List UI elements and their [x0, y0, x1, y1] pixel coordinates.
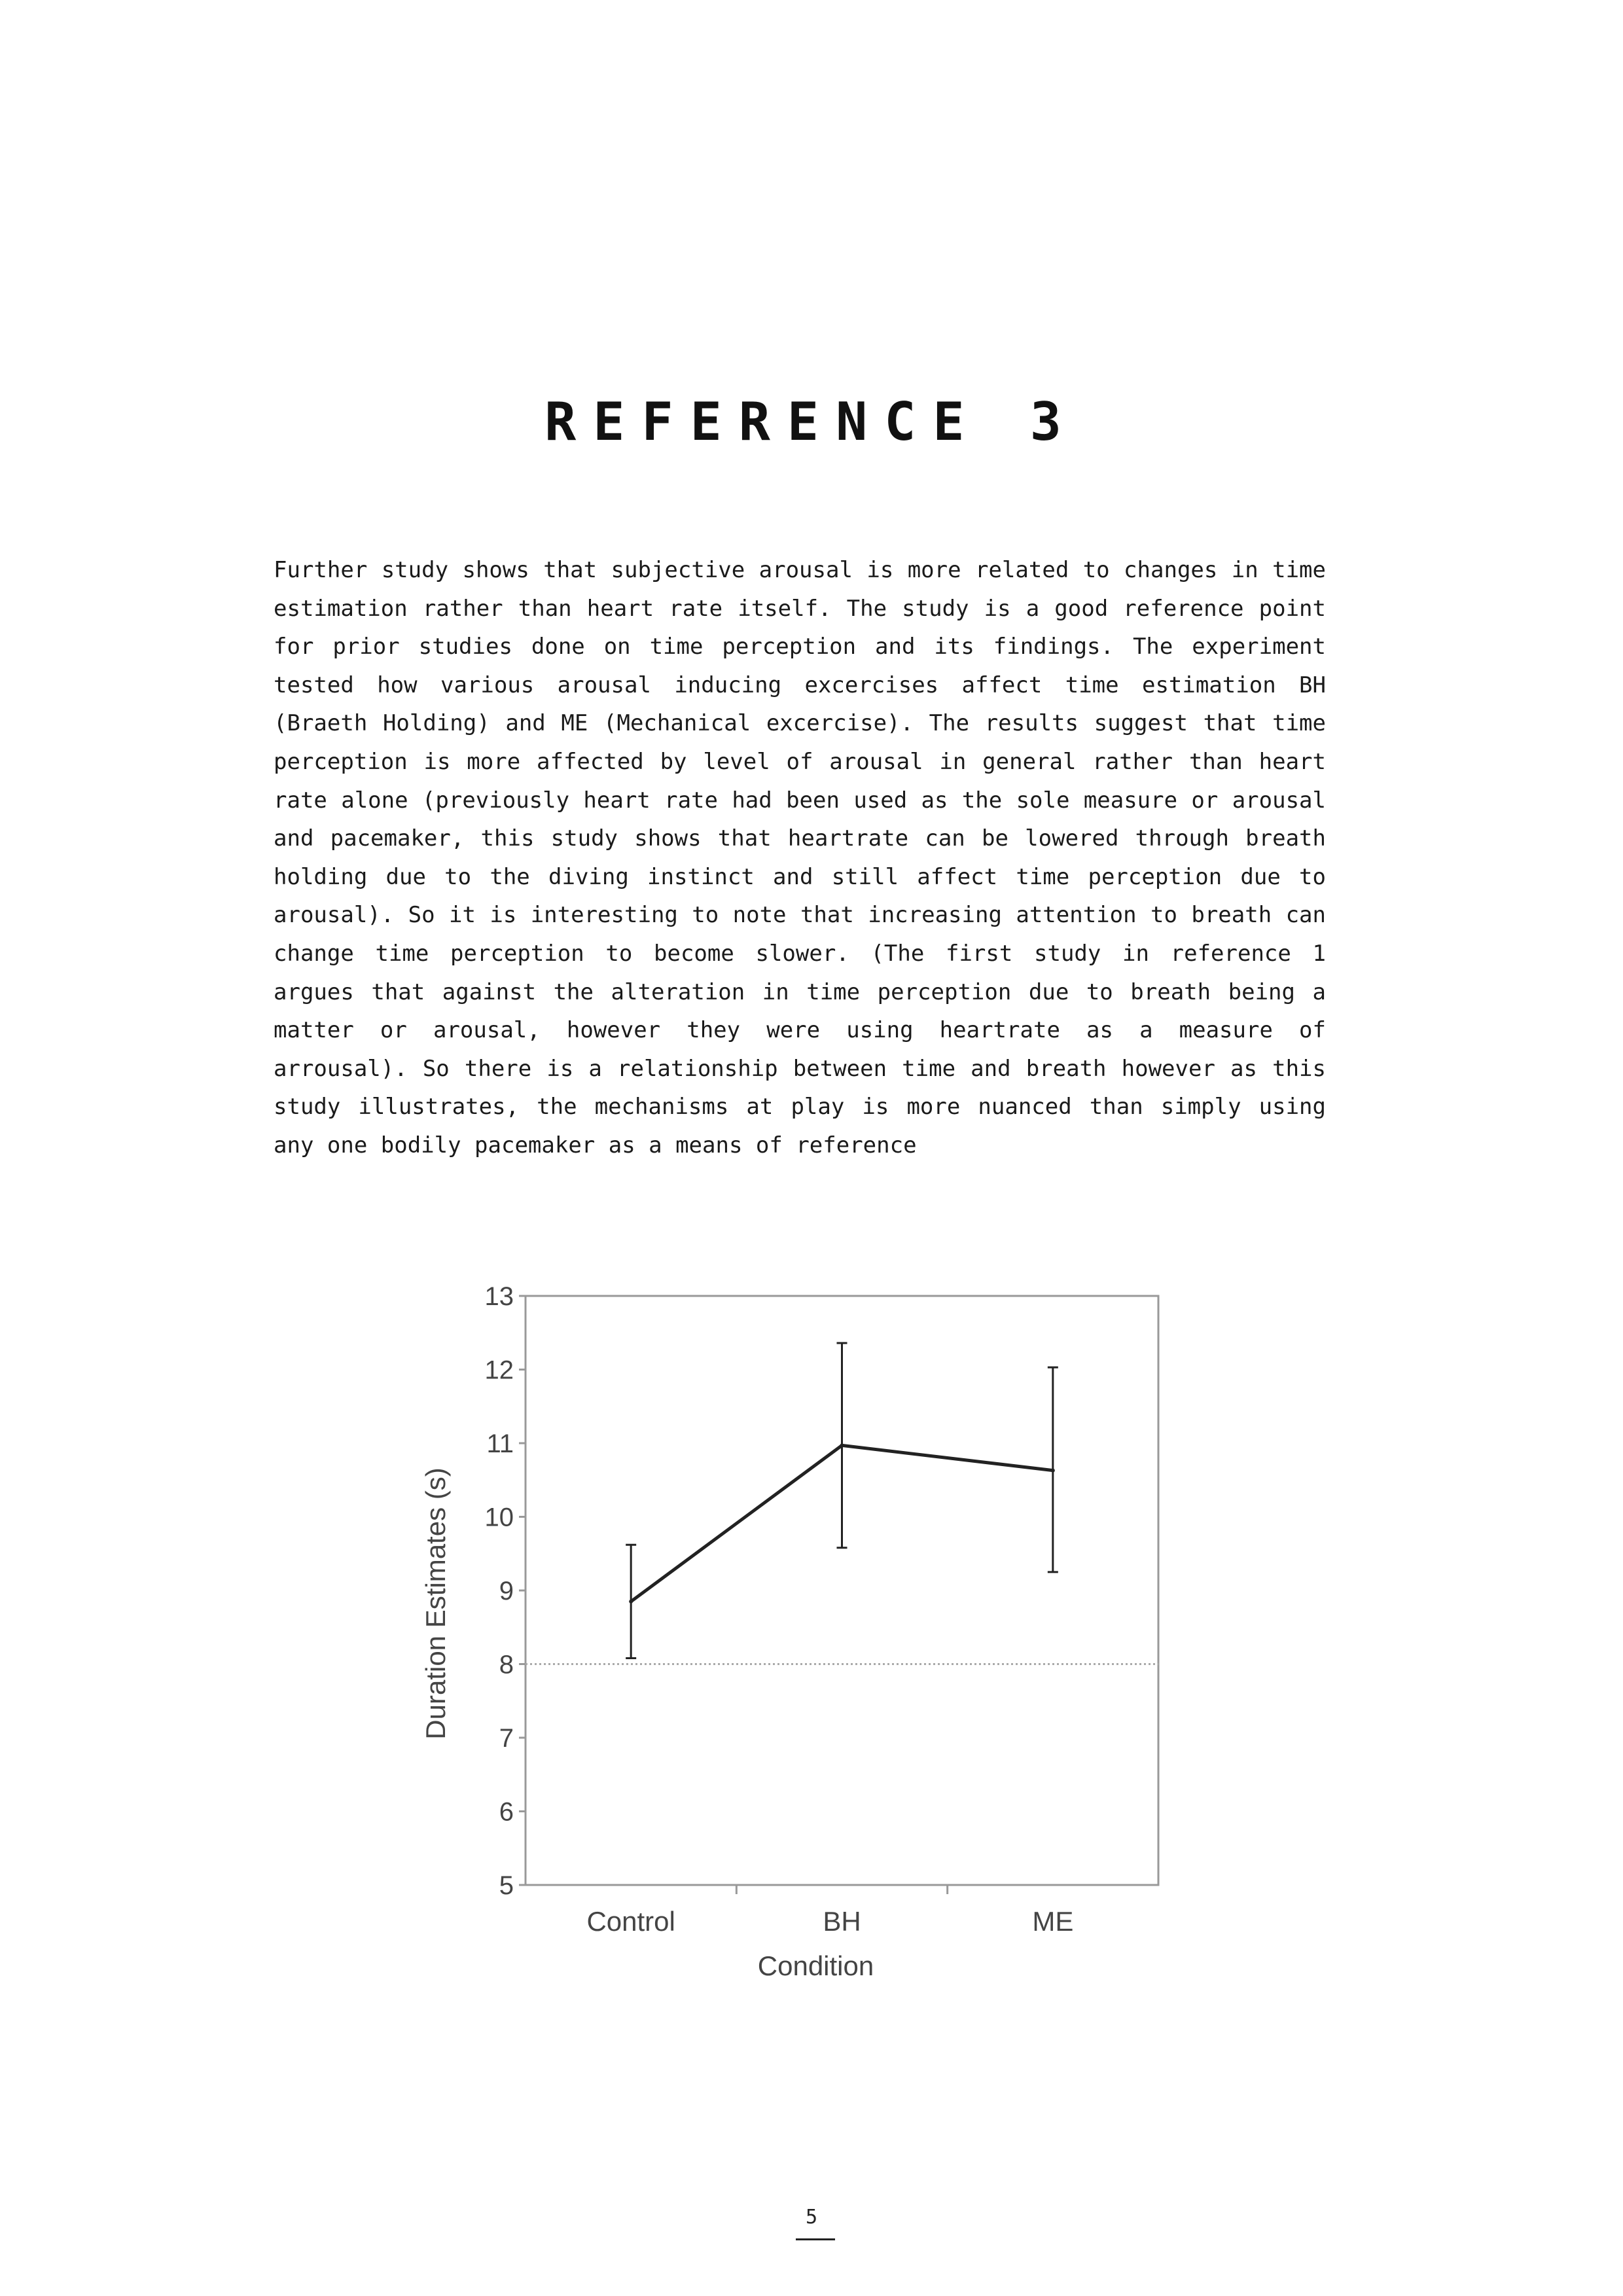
page-title: REFERENCE 3 — [544, 391, 1079, 452]
y-tick-label: 10 — [484, 1503, 514, 1532]
y-tick-label: 6 — [499, 1797, 514, 1827]
y-tick-label: 5 — [499, 1871, 514, 1900]
y-tick-label: 11 — [486, 1429, 514, 1458]
page-number-underline — [796, 2238, 835, 2240]
body-paragraph: Further study shows that subjective arousal is more related to changes in time estimation rather than heart rate itself. The study is a good reference point for prior studies done on time perception and its findings. The experiment tested how various arousal inducing excercises affect time estimation BH (Braeth Holding) and ME (Mechanical excercise). The results suggest that time perception is more affected by level of arousal in general rather than heart rate alone (previously heart rate had been used as the sole measure or arousal and pacemaker, this study shows that heartrate can be lowered through breath holding due to the diving instinct and still affect time perception due to arousal). So it is interesting to note that increasing attention to breath can change time perception to become slower. (The first study in reference 1 argues that against the alteration in time perception due to breath being a matter or arousal, however they were using heartrate as a measure of arrousal). So there is a relationship between time and breath however as this study illustrates, the mechanisms at play is more nuanced than simply using any one bodily pacemaker as a means of reference — [274, 557, 1326, 1158]
y-axis-label: Duration Estimates (s) — [420, 1467, 451, 1740]
y-tick-label: 13 — [484, 1282, 514, 1311]
y-tick-label: 8 — [499, 1650, 514, 1679]
x-axis-label: Condition — [757, 1950, 874, 1977]
x-tick-label: ME — [1032, 1906, 1074, 1937]
data-point — [840, 1443, 844, 1447]
data-point — [1051, 1469, 1055, 1473]
y-tick-label: 12 — [484, 1355, 514, 1385]
y-tick-label: 9 — [499, 1577, 514, 1605]
data-point — [629, 1600, 633, 1604]
x-tick-label: Control — [586, 1906, 675, 1937]
duration-estimates-chart — [406, 1257, 1204, 1977]
y-tick-label: 7 — [499, 1724, 514, 1753]
page-number: 5 — [805, 2206, 818, 2229]
x-tick-label: BH — [823, 1906, 861, 1937]
